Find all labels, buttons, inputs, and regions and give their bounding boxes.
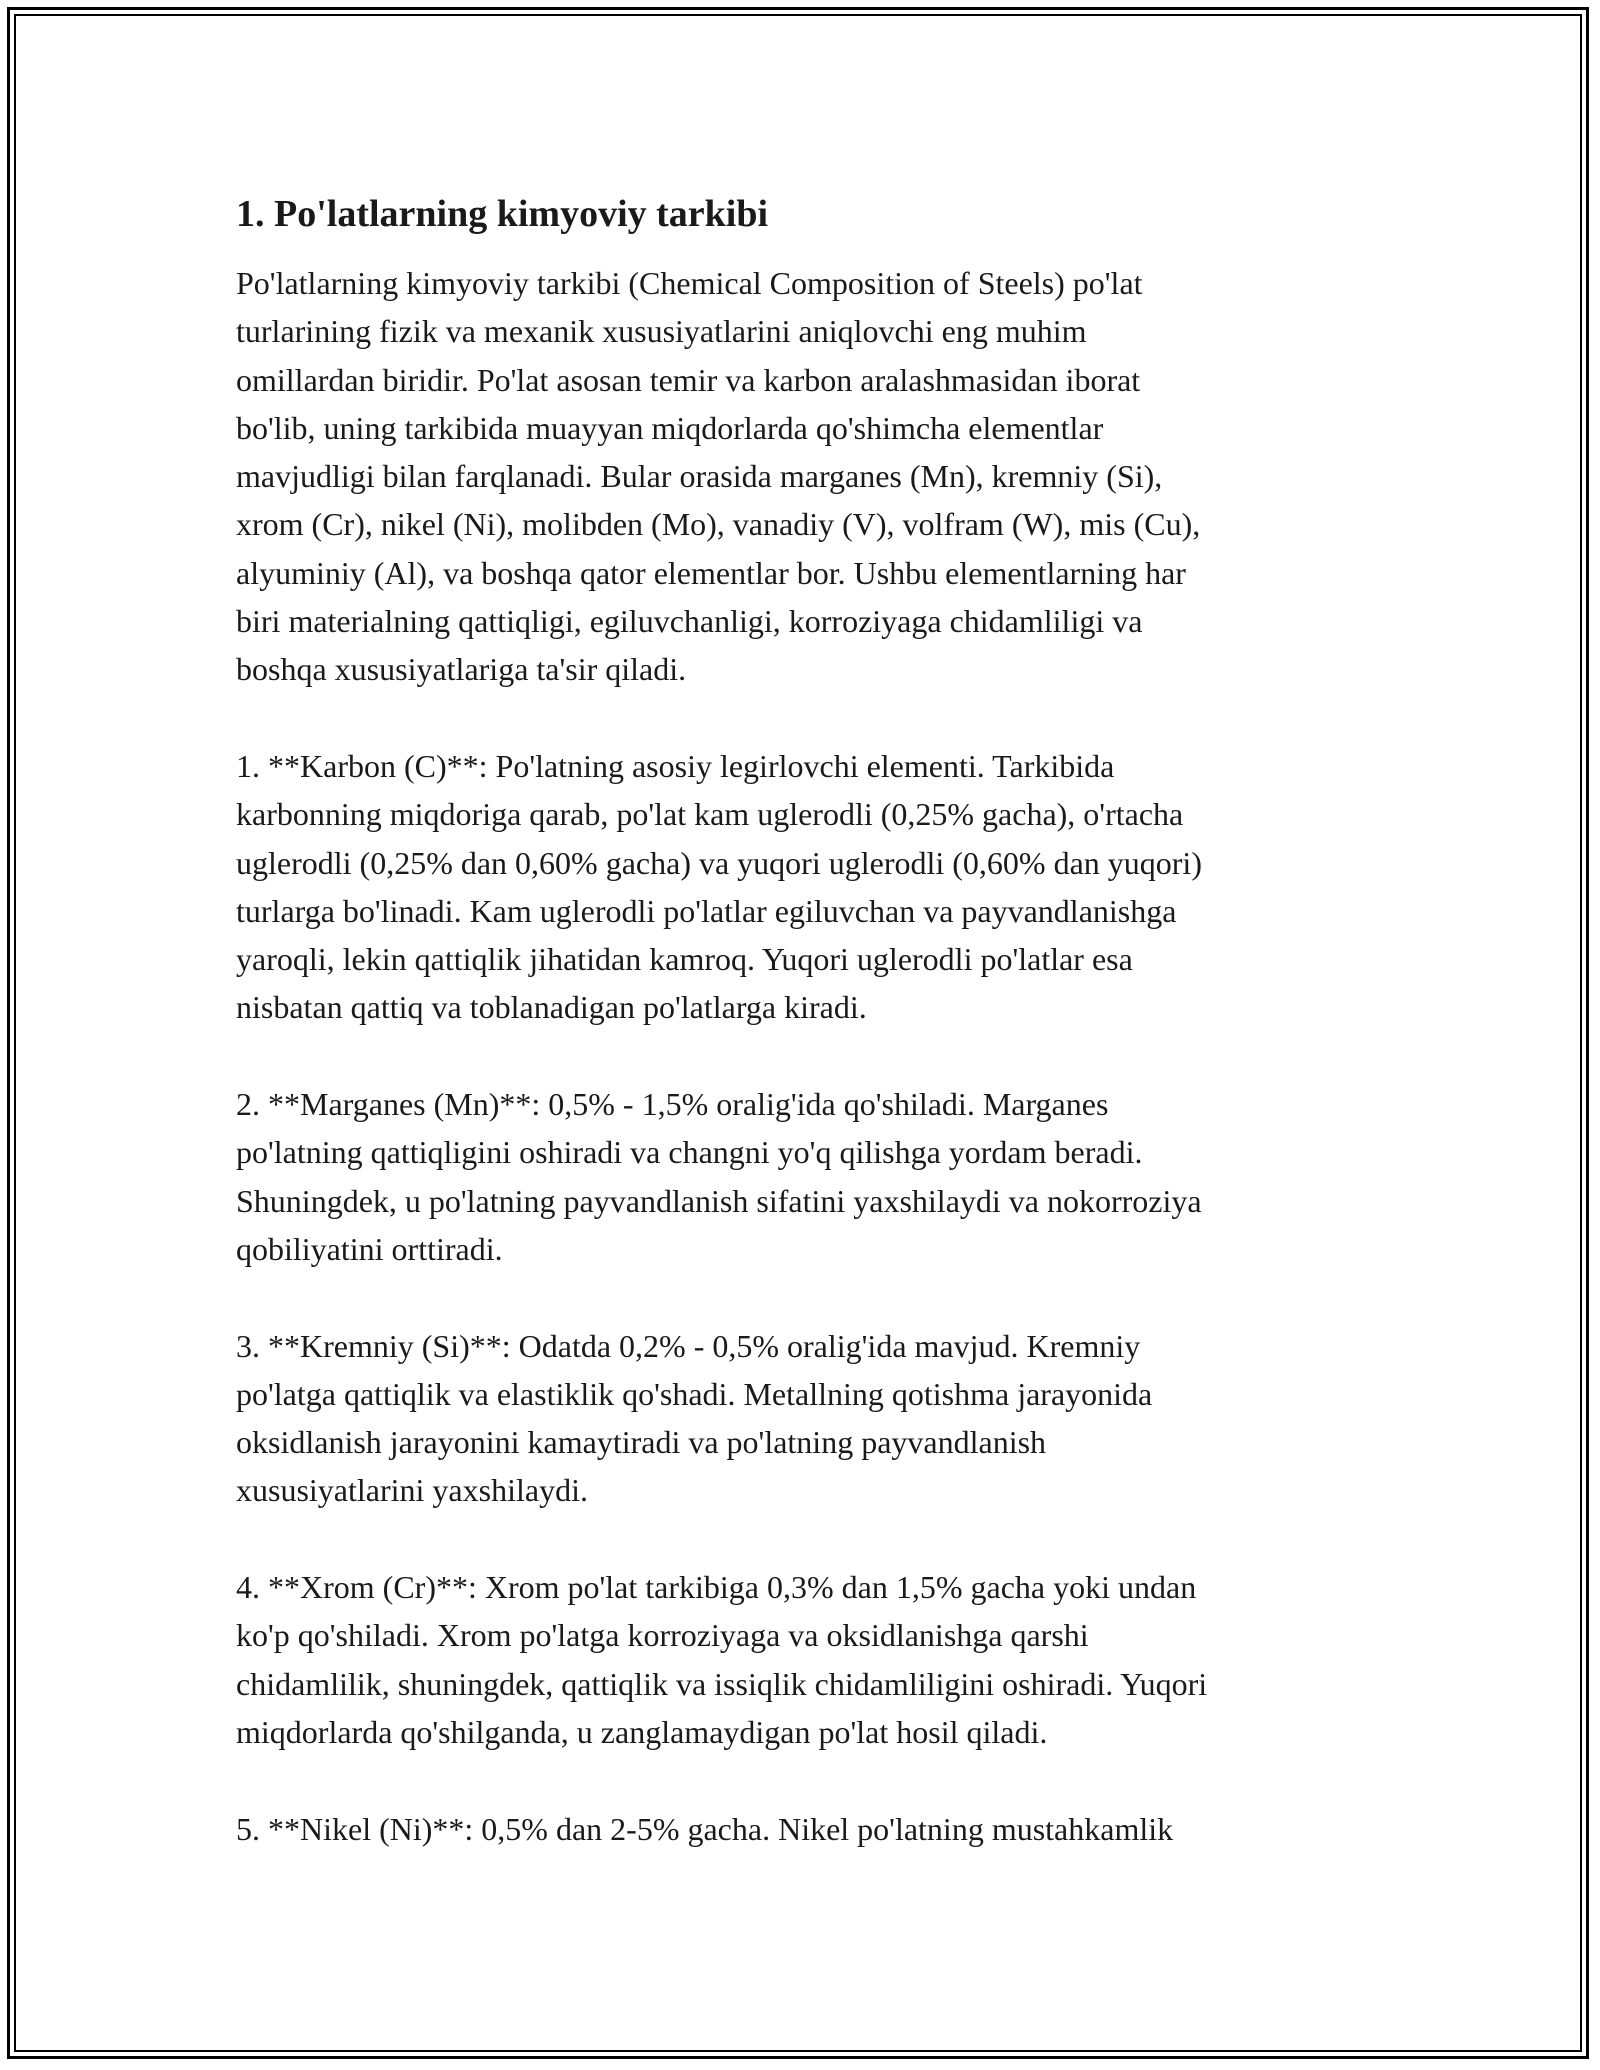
- nickel-paragraph: 5. **Nikel (Ni)**: 0,5% dan 2-5% gacha. Nikel po'latning mustahkamlik: [236, 1810, 1174, 1847]
- chromium-paragraph: 4. **Xrom (Cr)**: Xrom po'lat tarkibiga 0,3% dan 1,5% gacha yoki undan ko'p qo'shiladi. Xrom po'latga korroziyaga va oksidlanishga qarshi chidamlilik, shuningdek, qattiqlik va issiqlik chidamliligini oshiradi. Yuqori miqdorlarda qo'shilganda, u zanglamaydigan po'lat hosil qiladi.: [236, 1569, 1208, 1750]
- section-heading: 1. Po'latlarning kimyoviy tarkibi: [236, 193, 769, 235]
- intro-paragraph: Po'latlarning kimyoviy tarkibi (Chemical Composition of Steels) po'lat turlarining fizik va mexanik xususiyatlarini aniqlovchi eng muhim omillardan biridir. Po'lat asosan temir va karbon aralashmasidan iborat bo'lib, uning tarkibida muayyan miqdorlarda qo'shimcha elementlar mavjudligi bilan farqlanadi. Bular orasida marganes (Mn), kremniy (Si), xrom (Cr), nikel (Ni), molibden (Mo), vanadiy (V), volfram (W), mis (Cu), alyuminiy (Al), va boshqa qator elementlar bor. Ushbu elementlarning har biri materialning qattiqligi, egiluvchanligi, korroziyaga chidamliligi va boshqa xususiyatlariga ta'sir qiladi.: [236, 265, 1201, 688]
- silicon-paragraph: 3. **Kremniy (Si)**: Odatda 0,2% - 0,5% oralig'ida mavjud. Kremniy po'latga qattiqlik va elastiklik qo'shadi. Metallning qotishma jarayonida oksidlanish jarayonini kamaytiradi va po'latning payvandlanish xususiyatlarini yaxshilaydi.: [236, 1327, 1153, 1509]
- carbon-paragraph: 1. **Karbon (C)**: Po'latning asosiy legirlovchi elementi. Tarkibida karbonning miqdoriga qarab, po'lat kam uglerodli (0,25% gacha), o'rtacha uglerodli (0,25% dan 0,60% gacha) va yuqori uglerodli (0,60% dan yuqori) turlarga bo'linadi. Kam uglerodli po'latlar egiluvchan va payvandlanishga yaroqli, lekin qattiqlik jihatidan kamroq. Yuqori uglerodli po'latlar esa nisbatan qattiq va toblanadigan po'latlarga kiradi.: [236, 747, 1202, 1026]
- manganese-paragraph: 2. **Marganes (Mn)**: 0,5% - 1,5% oralig'ida qo'shiladi. Marganes po'latning qattiqligini oshiradi va changni yo'q qilishga yordam beradi. Shuningdek, u po'latning payvandlanish sifatini yaxshilaydi va nokorroziya qobiliyatini orttiradi.: [236, 1086, 1202, 1267]
- document-body: [236, 183, 1366, 1901]
